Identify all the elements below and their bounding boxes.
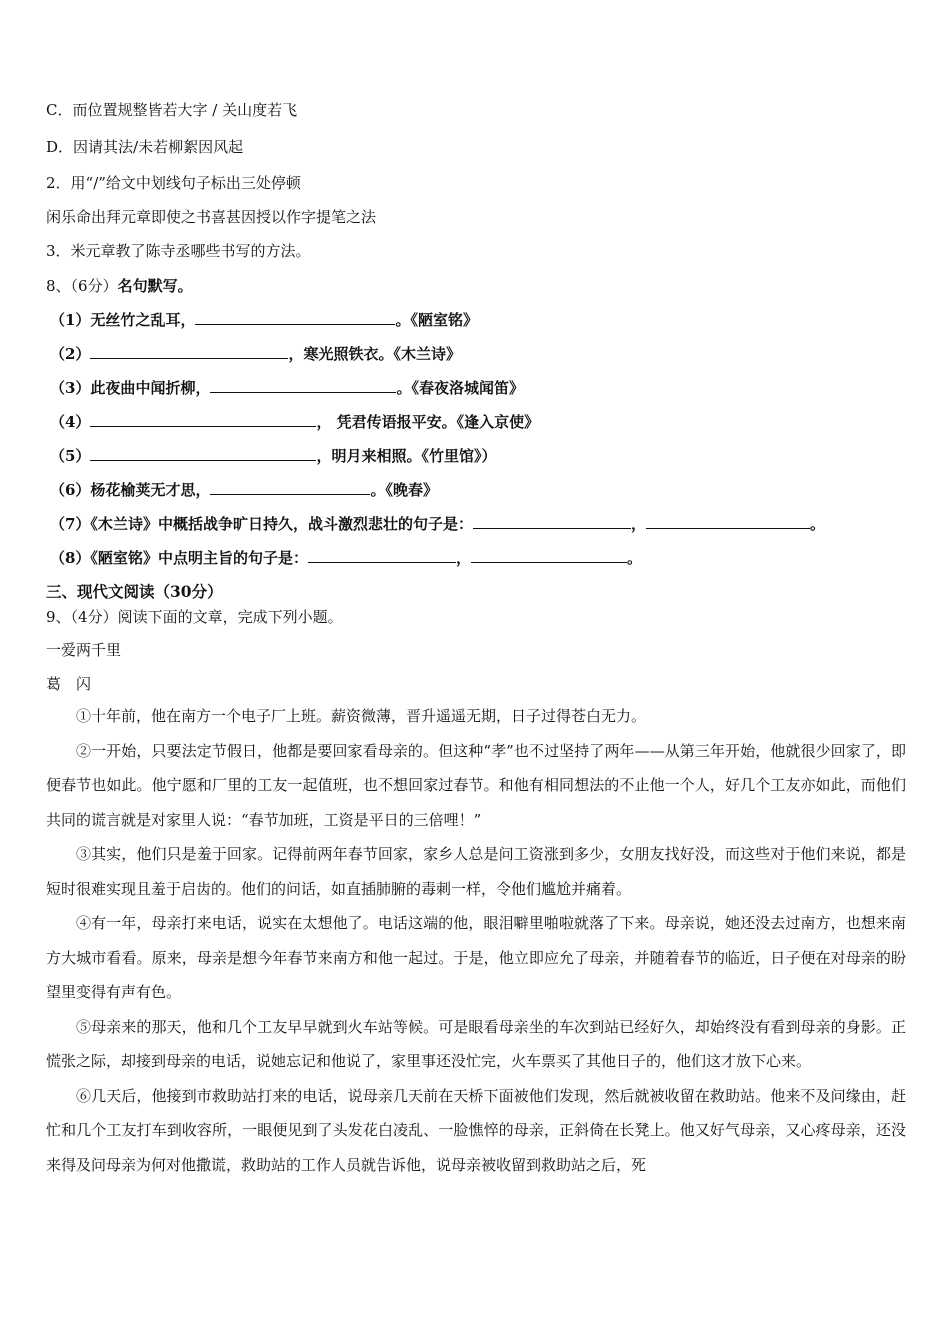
question-8-title: 名句默写。 — [117, 277, 193, 295]
question-8-heading — [46, 276, 193, 296]
question-9-prompt: 9、（4分）阅读下面的文章，完成下列小题。 — [46, 608, 343, 626]
answer-blank[interactable] — [473, 514, 631, 529]
question-2-sentence: 闲乐命出拜元章即使之书喜甚因授以作字提笔之法 — [46, 208, 377, 226]
recitation-item-2: （2） ，寒光照铁衣。《木兰诗》 — [50, 345, 461, 363]
article-paragraph-3: ③其实，他们只是羞于回家。记得前两年春节回家，家乡人总是问工资涨到多少，女朋友找好没，而这些对于他们来说，都是短时很难实现且羞于启齿的。他们的问话，如直插肺腑的毒刺一样，令他们尴尬并痛着。 — [46, 845, 906, 898]
recitation-item-7: （7）《木兰诗》中概括战争旷日持久，战斗激烈悲壮的句子是： ， 。 — [50, 515, 825, 533]
question-3-prompt: 3．米元章教了陈寺丞哪些书写的方法。 — [46, 242, 311, 260]
answer-blank[interactable] — [90, 344, 288, 359]
article-author: 葛 闪 — [46, 675, 92, 693]
option-d: D．因请其法/未若柳絮因风起 — [46, 138, 244, 156]
recitation-item-6: （6）杨花榆荚无才思， 。《晚春》 — [50, 481, 438, 499]
article-paragraph-4: ④有一年，母亲打来电话，说实在太想他了。电话这端的他，眼泪噼里啪啦就落了下来。母亲说，她还没去过南方，也想来南方大城市看看。原来，母亲是想今年春节来南方和他一起过。于是，他立即应允了母亲，并随着春节的临近，日子便在对母亲的盼望里变得有声有色。 — [46, 914, 906, 1001]
recitation-item-8: （8）《陋室铭》中点明主旨的句子是： ， 。 — [50, 549, 642, 567]
article-paragraph-6: ⑥几天后，他接到市救助站打来的电话，说母亲几天前在天桥下面被他们发现，然后就被收留在救助站。他来不及问缘由，赶忙和几个工友打车到收容所，一眼便见到了头发花白凌乱、一脸憔悴的母亲，正斜倚在长凳上。他又好气母亲，又心疼母亲，还没来得及问母亲为何对他撒谎，救助站的工作人员就告诉他，说母亲被收留到救助站之后，死 — [46, 1086, 906, 1174]
answer-blank[interactable] — [646, 514, 810, 529]
answer-blank[interactable] — [471, 548, 627, 563]
option-c: C．而位置规整皆若大字 / 关山度若飞 — [46, 101, 298, 119]
recitation-item-3: （3）此夜曲中闻折柳， 。《春夜洛城闻笛》 — [50, 379, 524, 397]
answer-blank[interactable] — [210, 378, 396, 393]
answer-blank[interactable] — [308, 548, 456, 563]
recitation-item-5: （5） ，明月来相照。《竹里馆》） — [50, 447, 497, 465]
recitation-item-4: （4） ， 凭君传语报平安。《逢入京使》 — [50, 413, 540, 431]
answer-blank[interactable] — [90, 446, 316, 461]
article-paragraph-2: ②一开始，只要法定节假日，他都是要回家看母亲的。但这种“孝”也不过坚持了两年——从第三年开始，他就很少回家了，即便春节也如此。他宁愿和厂里的工友一起值班，也不想回家过春节。和他有相同想法的不止他一个人，好几个工友亦如此，而他们共同的谎言就是对家里人说：“春节加班，工资是平日的三倍哩！” — [46, 741, 906, 829]
article-title: 一爱两千里 — [46, 641, 122, 659]
article-paragraph-5: ⑤母亲来的那天，他和几个工友早早就到火车站等候。可是眼看母亲坐的车次到站已经好久，却始终没有看到母亲的身影。正慌张之际，却接到母亲的电话，说她忘记和他说了，家里事还没忙完，火车票买了其他日子的，他们这才放下心来。 — [46, 1017, 906, 1070]
article-paragraph-1: ①十年前，他在南方一个电子厂上班。薪资微薄，晋升遥遥无期，日子过得苍白无力。 — [76, 707, 647, 725]
section-3-title: 三、现代文阅读（30分） — [46, 582, 223, 601]
answer-blank[interactable] — [195, 310, 395, 325]
question-8-number: 8、（6分） — [46, 277, 118, 295]
article-body — [46, 699, 906, 1182]
recitation-item-1: （1）无丝竹之乱耳， 。《陋室铭》 — [50, 311, 478, 329]
answer-blank[interactable] — [90, 412, 316, 427]
answer-blank[interactable] — [210, 480, 370, 495]
question-2-prompt: 2．用“/”给文中划线句子标出三处停顿 — [46, 174, 301, 192]
